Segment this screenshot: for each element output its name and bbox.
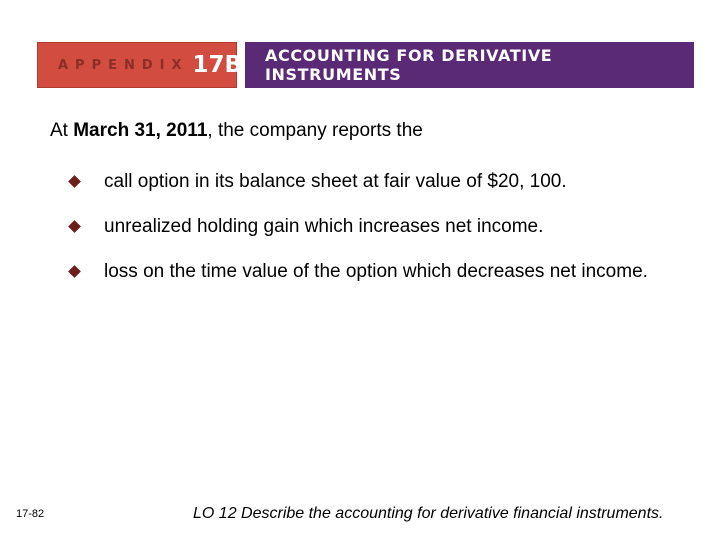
diamond-bullet-icon <box>68 220 81 233</box>
diamond-bullet-icon <box>68 175 81 188</box>
intro-prefix: At <box>50 120 74 141</box>
bullet-text: loss on the time value of the option which decreases net income. <box>104 261 648 282</box>
learning-objective: LO 12 Describe the accounting for derivative financial instruments. <box>193 505 664 522</box>
intro-date: March 31, 2011 <box>73 120 208 141</box>
bullet-text: unrealized holding gain which increases net income. <box>104 216 544 237</box>
bullet-text: call option in its balance sheet at fair value of $20, 100. <box>104 171 567 192</box>
appendix-number: 17B <box>192 52 243 78</box>
intro-text <box>50 120 423 142</box>
bullet-item <box>68 255 668 289</box>
slide-title: ACCOUNTING FOR DERIVATIVE INSTRUMENTS <box>265 46 553 84</box>
diamond-bullet-icon <box>68 265 81 278</box>
bullet-item <box>68 210 668 244</box>
intro-suffix: , the company reports the <box>207 120 423 141</box>
appendix-word: APPENDIX <box>58 57 189 73</box>
slide-number: 17-82 <box>16 508 45 520</box>
bullet-list <box>68 165 668 300</box>
title-box <box>245 42 694 88</box>
appendix-label-box <box>37 42 243 88</box>
header-banner <box>37 42 694 88</box>
bullet-item <box>68 165 668 199</box>
